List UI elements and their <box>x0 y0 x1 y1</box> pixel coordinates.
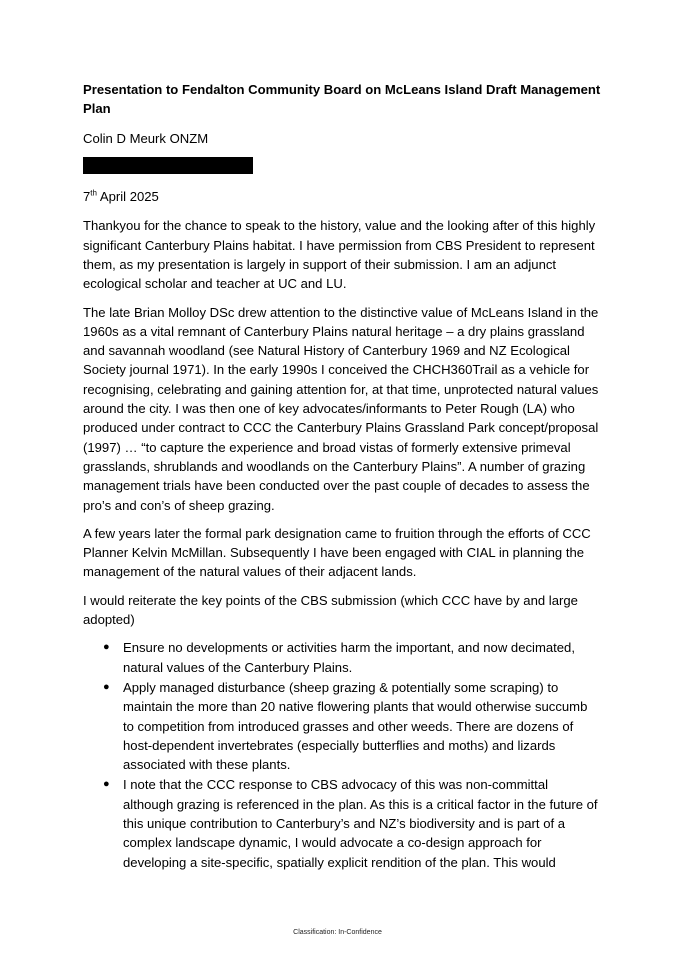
paragraph-key-points-intro: I would reiterate the key points of the CBS submission (which CCC have by and large adopted) <box>83 592 578 628</box>
document-date <box>83 187 601 206</box>
document-title: Presentation to Fendalton Community Board on McLeans Island Draft Management Plan <box>83 82 601 117</box>
paragraph-park-designation: A few years later the formal park designation came to fruition through the efforts of CCC Planner Kelvin McMillan. Subsequently I have been engaged with CIAL in planning the management of the natural values of their adjacent lands. <box>83 525 591 580</box>
redacted-block <box>83 157 253 174</box>
list-item <box>83 775 601 871</box>
paragraph-intro: Thankyou for the chance to speak to the history, value and the looking after of this highly significant Canterbury Plains habitat. I have permission from CBS President to represent them, as my presentation is largely in support of their submission. I am an adjunct ecological scholar and teacher at UC and LU. <box>83 218 596 292</box>
key-points-list <box>83 638 601 872</box>
list-item <box>83 678 601 774</box>
classification-footer: Classification: In-Confidence <box>293 929 382 936</box>
bullet-icon: ● <box>103 641 110 654</box>
list-item-text: Apply managed disturbance (sheep grazing & potentially some scraping) to maintain the more than 20 native flowering plants that would otherwise succumb to competition from introduced grasses and other weeds. There are dozens of host-dependent invertebrates (especially butterflies and moths) and lizards associated with these plants. <box>123 679 588 773</box>
document-body <box>83 80 601 873</box>
date-day: 7 <box>83 189 91 205</box>
paragraph-history: The late Brian Molloy DSc drew attention to the distinctive value of McLeans Island in the 1960s as a vital remnant of Canterbury Plains natural heritage – a dry plains grassland and savannah woodland (see Natural History of Canterbury 1969 and NZ Ecological Society journal 1971). In the early 1990s I conceived the CHCH360Trail as a vehicle for recognising, celebrating and gaining attention for, at that time, unprotected natural values around the city. I was then one of key advocates/informants to Peter Rough (LA) who produced under contract to CCC the Canterbury Plains Grassland Park concept/proposal (1997) … “to capture the experience and broad vistas of formerly extensive primeval grasslands, shrublands and woodlands on the Canterbury Plains”. A number of grazing management trials have been conducted over the past couple of decades to assess the pro’s and con’s of sheep grazing. <box>83 304 599 513</box>
list-item <box>83 638 601 677</box>
author-name: Colin D Meurk ONZM <box>83 130 209 146</box>
bullet-icon: ● <box>103 680 110 693</box>
date-suffix: th <box>90 188 97 198</box>
date-rest: April 2025 <box>96 189 159 205</box>
bullet-icon: ● <box>103 778 110 791</box>
list-item-text: Ensure no developments or activities harm the important, and now decimated, natural values of the Canterbury Plains. <box>123 640 575 675</box>
list-item-text: I note that the CCC response to CBS advocacy of this was non-committal although grazing is referenced in the plan. As this is a critical factor in the future of this unique contribution to Canterbury’s and NZ’s biodiversity and is part of a complex landscape dynamic, I would advocate a co-design approach for developing a site-specific, spatially explicit rendition of the plan. This would <box>123 777 598 870</box>
